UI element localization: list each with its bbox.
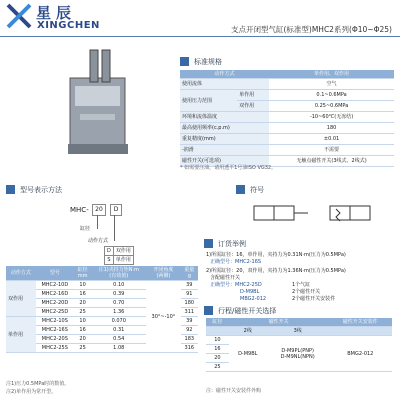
- model-section-title: 型号表示方法: [20, 186, 62, 194]
- spec-section-title: 标准规格: [194, 58, 222, 66]
- model-code-size: 20: [92, 204, 106, 216]
- spec-key: 使用压力范围: [180, 90, 237, 112]
- model-col-header: 动作方式: [6, 266, 36, 281]
- model-action: 双作用: [6, 281, 36, 317]
- model-bore: 10: [74, 281, 91, 290]
- spec-col-value: 单作用、双作用: [269, 70, 394, 79]
- spec-value: 不需要: [269, 145, 394, 156]
- spec-value: 无触点磁性开关(3线式、2线式): [269, 156, 394, 167]
- spec-col-item: 动作方式: [180, 70, 269, 79]
- model-code-prefix: MHC-: [70, 206, 89, 214]
- spec-value: ±0.01: [269, 134, 394, 145]
- order-line: 含配磁性开关: [210, 275, 241, 281]
- model-name: MHC2-16D: [36, 290, 74, 299]
- spec-value: 0.25~0.6MPa: [269, 101, 394, 112]
- model-bore: 16: [74, 326, 91, 335]
- switch-bore: 10: [206, 336, 229, 345]
- section-marker-icon: [236, 185, 245, 194]
- section-marker-icon: [6, 185, 15, 194]
- model-bore: 10: [74, 317, 91, 326]
- connector-line: [97, 215, 98, 229]
- model-torque: 0.54: [91, 335, 146, 344]
- section-marker-icon: [204, 306, 213, 315]
- action-code: D: [105, 247, 114, 256]
- order-line: D-M9BL: [240, 289, 260, 295]
- switch-3wire: D-M9PL(PNP) D-M9NL(NPN): [267, 336, 329, 372]
- spec-value: 180: [269, 123, 394, 134]
- model-torque: 0.39: [91, 290, 146, 299]
- action-code: S: [105, 256, 114, 265]
- switch-bore: 20: [206, 354, 229, 363]
- model-name: MHC2-25D: [36, 308, 74, 317]
- switch-table: [206, 318, 392, 372]
- model-code-type: D: [110, 204, 122, 216]
- switch-2wire: D-M9BL: [229, 336, 267, 372]
- spec-key: 磁性开关(可选项): [180, 156, 269, 167]
- model-section-header: [6, 184, 196, 195]
- model-action: 单作用: [6, 317, 36, 353]
- switch-section-header: [204, 305, 394, 316]
- action-text: 双作用: [113, 247, 133, 256]
- model-name: MHC2-16S: [36, 326, 74, 335]
- brand-logo-icon: [6, 3, 32, 29]
- switch-col-header: 缸径: [206, 318, 229, 327]
- model-bore: 20: [74, 335, 91, 344]
- model-table: [6, 266, 198, 353]
- spec-section-header: [180, 56, 390, 67]
- order-line: 正确型号：MHC2-25D: [210, 282, 262, 288]
- model-weight: 92: [181, 326, 198, 335]
- page-title: 支点开闭型气缸(标准型)MHC2系列(Φ10~Φ25): [230, 25, 392, 34]
- model-col-header: 开闭角度 (两侧): [146, 266, 180, 281]
- spec-key: 使用流体: [180, 79, 269, 90]
- model-torque: 0.70: [91, 299, 146, 308]
- model-weight: 311: [181, 308, 198, 317]
- model-col-header: 型号: [36, 266, 74, 281]
- switch-section-title: 行程/磁性开关选择: [218, 307, 277, 315]
- model-name: MHC2-10S: [36, 317, 74, 326]
- spec-key: 环境和流体温度: [180, 112, 269, 123]
- product-image: [50, 48, 150, 163]
- model-name: MHC2-20D: [36, 299, 74, 308]
- spec-value: 0.1~0.6MPa: [269, 90, 394, 101]
- model-col-header: 重量 g: [181, 266, 198, 281]
- switch-col-header: 磁性开关: [229, 318, 329, 327]
- order-note: 1个气缸: [292, 282, 311, 288]
- order-line: 正确型号：MHC2-16S: [210, 259, 262, 265]
- model-weight: 39: [181, 317, 198, 326]
- connector-line: [114, 215, 115, 241]
- switch-subheader: 2线: [229, 327, 267, 336]
- section-marker-icon: [204, 239, 213, 248]
- model-name: MHC2-20S: [36, 335, 74, 344]
- spec-value: -10~60℃(无冻结): [269, 112, 394, 123]
- model-torque: 0.10: [91, 281, 146, 290]
- order-section-title: 订货举例: [218, 240, 246, 248]
- model-col-header: 注1)夹持力矩N·m (有效值): [91, 266, 146, 281]
- model-bore: 25: [74, 344, 91, 353]
- section-marker-icon: [180, 57, 189, 66]
- switch-note: 注：磁性开关安装件外购: [206, 388, 262, 394]
- model-weight: 316: [181, 344, 198, 353]
- model-torque: 0.31: [91, 326, 146, 335]
- model-col-header: 缸径 mm: [74, 266, 91, 281]
- spec-key: 重复精度(mm): [180, 134, 269, 145]
- action-text: 单作用: [113, 256, 133, 265]
- model-weight: 180: [181, 299, 198, 308]
- header-divider: [0, 36, 400, 37]
- spec-table: [180, 70, 394, 167]
- model-torque: 0.070: [91, 317, 146, 326]
- model-weight: 39: [181, 281, 198, 290]
- order-note: 2个磁性开关: [292, 289, 321, 295]
- action-code-table: [104, 246, 134, 265]
- model-name: MHC2-10D: [36, 281, 74, 290]
- spec-value: 空气: [269, 79, 394, 90]
- bore-label: 缸径: [80, 226, 91, 232]
- brand-name-en: XINGCHEN: [37, 20, 100, 31]
- spec-note: * 如需要注油，请用透平1号油ISO VG32。: [180, 165, 277, 171]
- model-weight: 183: [181, 335, 198, 344]
- model-bore: 25: [74, 308, 91, 317]
- model-angle: 30°~-10°: [146, 281, 180, 353]
- switch-bore: 25: [206, 363, 229, 372]
- model-bore: 20: [74, 299, 91, 308]
- order-note: 2个磁性开关安装件: [292, 296, 336, 302]
- symbol-section-header: [236, 184, 386, 195]
- model-weight: 91: [181, 290, 198, 299]
- order-line: 2)所需缸径：20，双作用，夹持力为1.36N·m(压力为0.5MPa): [206, 268, 346, 274]
- order-line: 1)所需缸径：16，单作用，夹持力为0.31N·m(压力为0.5MPa): [206, 252, 346, 258]
- switch-subheader: 3线: [267, 327, 329, 336]
- brand-name-cn: 星辰: [36, 4, 77, 22]
- model-bore: 16: [74, 290, 91, 299]
- spec-key: 最高使用频率(c.p.m): [180, 123, 269, 134]
- spec-subkey: 单作用: [237, 90, 269, 101]
- model-torque: 1.36: [91, 308, 146, 317]
- action-label: 动作方式: [88, 238, 109, 244]
- model-note: 注1)压力0.5MPa时的数值。: [6, 381, 70, 387]
- model-note: 注2)单作用为常开型。: [6, 389, 57, 395]
- switch-col-header: 磁性开关安装件: [329, 318, 392, 327]
- spec-key: -润滑: [180, 145, 269, 156]
- pneumatic-symbol-icon: [250, 200, 390, 232]
- switch-bore: 16: [206, 345, 229, 354]
- symbol-section-title: 符号: [250, 186, 264, 194]
- model-torque: 1.08: [91, 344, 146, 353]
- model-name: MHC2-25S: [36, 344, 74, 353]
- switch-mount: BMG2-012: [329, 336, 392, 372]
- spec-subkey: 双作用: [237, 101, 269, 112]
- order-line: MBG2-012: [240, 296, 267, 302]
- order-section-header: [204, 238, 394, 249]
